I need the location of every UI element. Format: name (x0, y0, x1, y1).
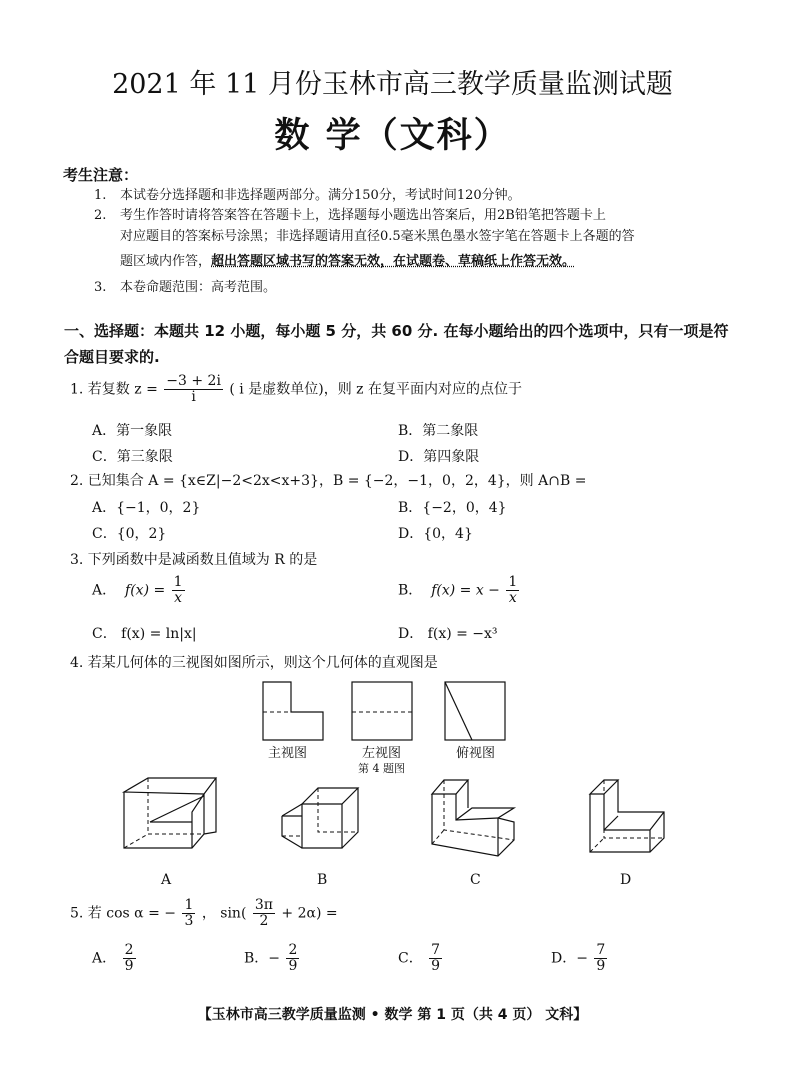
three-view-figure (255, 678, 515, 746)
question-5-stem: 5. 若 cos α = − $\frac{1}{3}$ ， sin( $\frac{3\pi}{2}$ + 2α) = (70, 897, 338, 929)
side-view (352, 682, 412, 740)
q3-option-b: B． f(x) = x − $\frac{1}{x}$ (398, 574, 518, 606)
page-footer: 【玉林市高三教学质量监测 • 数学 第 1 页（共 4 页） 文科】 (197, 1007, 588, 1023)
q3-option-c: C． f(x) = ln|x| (92, 626, 197, 642)
side-view-label: 左视图 (362, 746, 402, 761)
solid-b (282, 788, 358, 848)
solid-c (432, 780, 514, 856)
solid-b-label: B (317, 872, 328, 888)
section-heading: 一、选择题：本题共 12 小题，每小题 5 分，共 60 分. 在每小题给出的四个选项中，只有一项是符合题目要求的. (64, 322, 729, 366)
q5-option-b: B．− $\frac{2}{9}$ (244, 942, 298, 974)
q1-option-c: C．第三象限 (92, 449, 173, 465)
solid-d (590, 780, 664, 852)
notice-item-3: 3. 本卷命题范围：高考范围。 (94, 280, 277, 295)
question-4-stem: 4. 若某几何体的三视图如图所示，则这个几何体的直观图是 (70, 655, 438, 671)
exam-subtitle: 数 学（文科） (274, 115, 511, 156)
question-3-stem: 3. 下列函数中是减函数且值域为 R 的是 (70, 552, 318, 568)
exam-title: 2021 年 11 月份玉林市高三教学质量监测试题 (112, 69, 673, 100)
question-1-stem: 1. 若复数 z = $\frac{-3 + 2i}{i}$ ( i 是虚数单位)，则 z 在复平面内对应的点位于 (70, 373, 522, 405)
q2-option-d: D．{0，4} (398, 526, 473, 542)
solid-d-label: D (620, 872, 632, 888)
top-view (445, 682, 505, 740)
front-view-label: 主视图 (268, 746, 308, 761)
solid-c-label: C (470, 872, 481, 888)
q5-option-c: C． $\frac{7}{9}$ (398, 942, 441, 974)
q5-option-d: D．− $\frac{7}{9}$ (551, 942, 606, 974)
question-1-fraction: $\frac{-3 + 2i}{i}$ (166, 373, 221, 405)
notice-item-2-line1: 2. 考生作答时请将答案答在答题卡上，选择题每小题选出答案后，用2B铅笔把答题卡上 (94, 208, 606, 223)
solid-a (124, 778, 216, 848)
notice-item-1: 1. 本试卷分选择题和非选择题两部分。满分150分，考试时间120分钟。 (94, 188, 521, 203)
notice-emphasis: 超出答题区域书写的答案无效，在试题卷、草稿纸上作答无效。 (211, 254, 576, 269)
q2-option-a: A．{−1，0，2} (92, 500, 201, 516)
q4-solid-options (110, 772, 680, 864)
front-view (263, 682, 323, 740)
q5-option-a: A． $\frac{2}{9}$ (92, 942, 134, 974)
notice-item-2-line2: 对应题目的答案标号涂黑；非选择题请用直径0.5毫米黑色墨水签字笔在答题卡上各题的答 (120, 229, 635, 244)
question-2-stem: 2. 已知集合 A = {x∈Z|−2<2x<x+3}，B = {−2，−1，0，2，4}，则 A∩B = (70, 473, 587, 489)
solid-a-label: A (161, 872, 172, 888)
q3-option-a: A． f(x) = $\frac{1}{x}$ (92, 574, 183, 606)
q1-option-a: A．第一象限 (92, 423, 173, 439)
q2-option-c: C．{0，2} (92, 526, 167, 542)
q2-option-b: B．{−2，0，4} (398, 500, 507, 516)
q1-option-b: B．第二象限 (398, 423, 479, 439)
notice-item-2-line3: 题区域内作答，超出答题区域书写的答案无效，在试题卷、草稿纸上作答无效。 (120, 254, 576, 269)
top-view-label: 俯视图 (456, 746, 496, 761)
figure-caption: 第 4 题图 (358, 762, 405, 775)
notice-heading: 考生注意： (63, 166, 139, 184)
q3-option-d: D． f(x) = −x³ (398, 626, 498, 642)
q1-option-d: D．第四象限 (398, 449, 480, 465)
